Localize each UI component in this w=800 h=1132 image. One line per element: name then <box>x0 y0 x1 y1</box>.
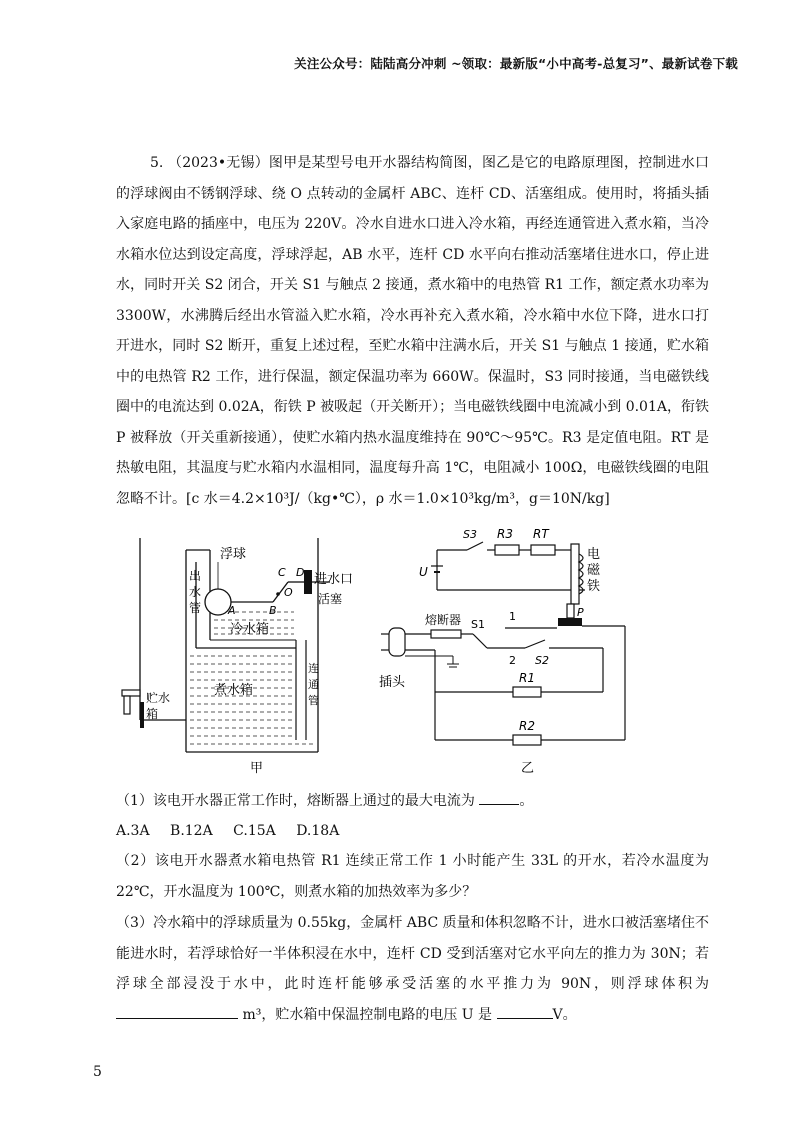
svg-text:铁: 铁 <box>587 579 601 594</box>
q1-text: （1）该电开水器正常工作时，熔断器上通过的最大电流为 <box>116 793 475 809</box>
page-header: 关注公众号：陆陆高分冲刺 ~领取：最新版“小中高考-总复习”、最新试卷下载 <box>294 56 738 71</box>
label-d: D <box>296 566 305 579</box>
figure-yi <box>375 520 640 775</box>
question-1 <box>116 786 709 817</box>
label-inlet: 进水口 <box>314 572 354 587</box>
problem-statement <box>116 148 709 514</box>
label-store-box <box>146 690 170 721</box>
option-a[interactable]: A.3A <box>116 823 150 839</box>
label-p: P <box>577 606 584 619</box>
q3-blank-voltage[interactable] <box>497 1002 553 1019</box>
svg-text:磁: 磁 <box>587 563 601 578</box>
page-number: 5 <box>93 1064 102 1080</box>
question-3 <box>116 908 709 1030</box>
q3-blank-volume[interactable] <box>116 1002 238 1019</box>
label-cold-box: 冷水箱 <box>230 622 270 637</box>
label-outlet-pipe <box>189 568 201 615</box>
svg-text:通: 通 <box>308 678 319 691</box>
svg-text:管: 管 <box>189 601 202 615</box>
label-s1: S1 <box>471 618 485 631</box>
label-u: U <box>419 565 428 579</box>
q3-end: V。 <box>552 1006 577 1023</box>
label-connect-pipe <box>308 662 319 707</box>
label-plug: 插头 <box>379 675 406 690</box>
option-c[interactable]: C.15A <box>233 823 276 839</box>
svg-text:连: 连 <box>308 662 319 675</box>
svg-text:管: 管 <box>308 694 319 707</box>
svg-text:出: 出 <box>189 569 202 583</box>
problem-number: 5. <box>150 155 164 171</box>
q1-options <box>116 816 355 847</box>
label-one: 1 <box>509 610 516 623</box>
label-o: O <box>284 586 293 599</box>
label-r1: R1 <box>519 671 535 685</box>
svg-text:贮水: 贮水 <box>146 691 171 705</box>
figure-jia <box>118 530 358 775</box>
label-float: 浮球 <box>220 547 247 562</box>
problem-source: （2023•无锡） <box>168 155 269 171</box>
label-magnet <box>587 546 601 594</box>
q1-blank[interactable] <box>479 788 519 805</box>
label-s2: S2 <box>535 654 549 667</box>
label-rt: RT <box>533 527 549 541</box>
q3-text: （3）冷水箱中的浮球质量为 0.55kg，金属杆 ABC 质量和体积忽略不计，进水口被活塞堵住不能进水时，若浮球恰好一半体积浸在水中，连杆 CD 受到活塞对它水平向左的推力为 30N；若浮球全部浸没于水中，此时连杆能够承受活塞的水平推力为 90N，则浮球体积为 <box>116 915 709 992</box>
label-c: C <box>278 566 286 579</box>
label-b: B <box>269 604 277 617</box>
label-fuse: 熔断器 <box>425 613 462 627</box>
q1-end: 。 <box>519 793 534 809</box>
svg-text:箱: 箱 <box>146 707 159 721</box>
svg-text:水: 水 <box>189 585 202 599</box>
label-r3: R3 <box>497 527 513 541</box>
option-d[interactable]: D.18A <box>296 823 340 839</box>
option-b[interactable]: B.12A <box>170 823 213 839</box>
problem-text: 图甲是某型号电开水器结构简图，图乙是它的电路原理图，控制进水口的浮球阀由不锈钢浮球、绕 O 点转动的金属杆 ABC、连杆 CD、活塞组成。使用时，将插头插入家庭电路的插座中，电压为 220V。冷水自进水口进入冷水箱，再经连通管进入煮水箱，当冷水箱水位达到设定高度，浮球浮起，AB 水平，连杆 CD 水平向右推动活塞堵住进水口，停止进水，同时开关 S2 闭合，开关 S1 与触点 2 接通，煮水箱中的电热管 R1 工作，额定煮水功率为 3300W，水沸腾后经出水管溢入贮水箱，冷水再补充入煮水箱，冷水箱中水位下降，进水口打开进水，同时 S2 断开，重复上述过程，至贮水箱中注满水后，开关 S1 与触点 1 接通，贮水箱中的电热管 R2 工作，进行保温，额定保温功率为 660W。保温时，S3 同时接通，当电磁铁线圈中的电流达到 0.02A，衔铁 P 被吸起（开关断开）；当电磁铁线圈中电流减小到 0.01A，衔铁 P 被释放（开关重新接通），使贮水箱内热水温度维持在 90℃～95℃。R3 是定值电阻。RT 是热敏电阻，其温度与贮水箱内水温相同，温度每升高 1℃，电阻减小 100Ω，电磁铁线圈的电阻忽略不计。[c 水＝4.2×10³J/（kg•℃），ρ 水＝1.0×10³kg/m³，g＝10N/kg] <box>116 155 710 507</box>
caption-yi: 乙 <box>521 761 535 775</box>
label-piston: 活塞 <box>318 592 343 606</box>
label-r2: R2 <box>519 719 535 733</box>
label-s3: S3 <box>463 528 477 541</box>
label-a: A <box>228 604 236 617</box>
label-two: 2 <box>509 654 516 667</box>
question-2: （2）该电开水器煮水箱电热管 R1 连续正常工作 1 小时能产生 33L 的开水，若冷水温度为 22℃，开水温度为 100℃，则煮水箱的加热效率为多少？ <box>116 853 709 900</box>
svg-text:电: 电 <box>587 547 601 562</box>
label-boil-box: 煮水箱 <box>214 683 254 698</box>
caption-jia: 甲 <box>250 761 264 775</box>
q3-mid: m³，贮水箱中保温控制电路的电压 U 是 <box>242 1006 493 1023</box>
